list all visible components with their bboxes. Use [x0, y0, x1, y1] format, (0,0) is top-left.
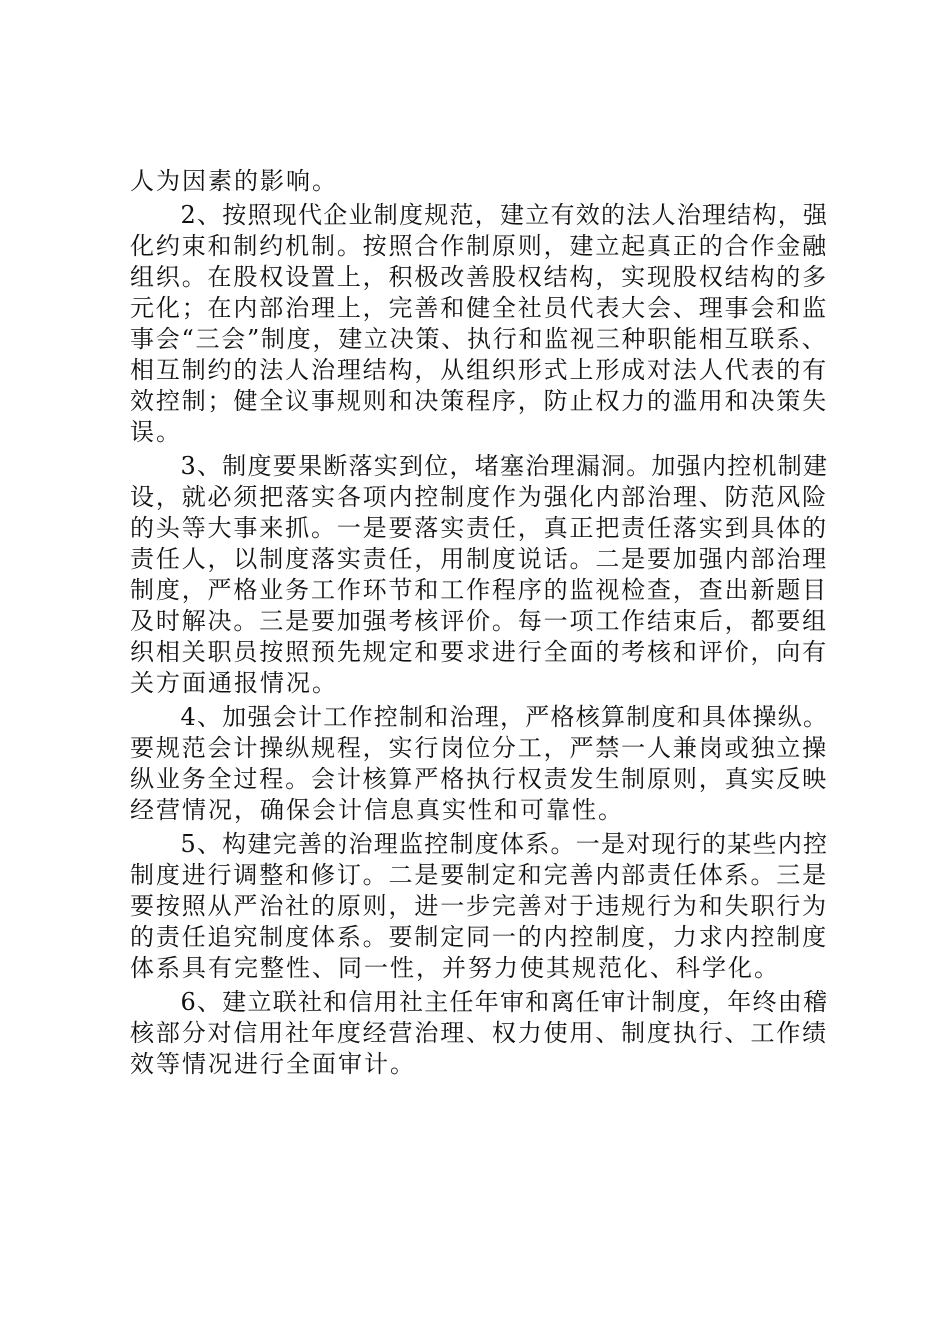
text-line: 化约束和制约机制。按照合作制原则，建立起真正的合作金融: [130, 232, 828, 260]
text-line: 设，就必须把落实各项内控制度作为强化内部治理、防范风险: [130, 483, 828, 511]
paragraph: [130, 451, 828, 699]
text-line: 要规范会计操纵规程，实行岗位分工，严禁一人兼岗或独立操: [130, 734, 828, 762]
text-line: 织相关职员按照预先规定和要求进行全面的考核和评价，向有: [130, 638, 828, 666]
text-line: 及时解决。三是要加强考核评价。每一项工作结束后，都要组: [130, 607, 828, 635]
text-line: 组织。在股权设置上，积极改善股权结构，实现股权结构的多: [130, 263, 828, 291]
text-line: 核部分对信用社年度经营治理、权力使用、制度执行、工作绩: [130, 1019, 828, 1047]
text-line: 要按照从严治社的原则，进一步完善对于违规行为和失职行为: [130, 892, 828, 920]
text-line: 的头等大事来抓。一是要落实责任，真正把责任落实到具体的: [130, 514, 828, 542]
text-line: 关方面通报情况。: [130, 669, 338, 697]
paragraph: [130, 702, 828, 826]
text-line: 纵业务全过程。会计核算严格执行权责发生制原则，真实反映: [130, 765, 828, 793]
text-line: 4、加强会计工作控制和治理，严格核算制度和具体操纵。: [130, 703, 829, 731]
document-body: [130, 166, 828, 1080]
text-line: 人为因素的影响。: [130, 167, 338, 195]
text-line: 效控制；健全议事规则和决策程序，防止权力的滥用和决策失: [130, 387, 828, 415]
paragraph: [130, 987, 828, 1080]
text-line: 体系具有完整性、同一性，并努力使其规范化、科学化。: [130, 954, 780, 982]
text-line: 的责任追究制度体系。要制定同一的内控制度，力求内控制度: [130, 923, 828, 951]
text-line: 2、按照现代企业制度规范，建立有效的法人治理结构，强: [130, 201, 829, 229]
text-line: 效等情况进行全面审计。: [130, 1050, 416, 1078]
text-line: 6、建立联社和信用社主任年审和离任审计制度，年终由稽: [130, 988, 829, 1016]
text-line: 元化；在内部治理上，完善和健全社员代表大会、理事会和监: [130, 294, 828, 322]
text-line: 3、制度要果断落实到位，堵塞治理漏洞。加强内控机制建: [130, 452, 829, 480]
text-line: 经营情况，确保会计信息真实性和可靠性。: [130, 796, 624, 824]
text-line: 5、构建完善的治理监控制度体系。一是对现行的某些内控: [130, 830, 829, 858]
text-line: 责任人，以制度落实责任，用制度说话。二是要加强内部治理: [130, 545, 828, 573]
text-line: 相互制约的法人治理结构，从组织形式上形成对法人代表的有: [130, 356, 828, 384]
paragraph: [130, 200, 828, 448]
paragraph: [130, 166, 828, 197]
paragraph: [130, 829, 828, 984]
text-line: 事会“三会”制度，建立决策、执行和监视三种职能相互联系、: [130, 325, 828, 353]
text-line: 误。: [130, 418, 182, 446]
text-line: 制度进行调整和修订。二是要制定和完善内部责任体系。三是: [130, 861, 828, 889]
text-line: 制度，严格业务工作环节和工作程序的监视检查，查出新题目: [130, 576, 828, 604]
